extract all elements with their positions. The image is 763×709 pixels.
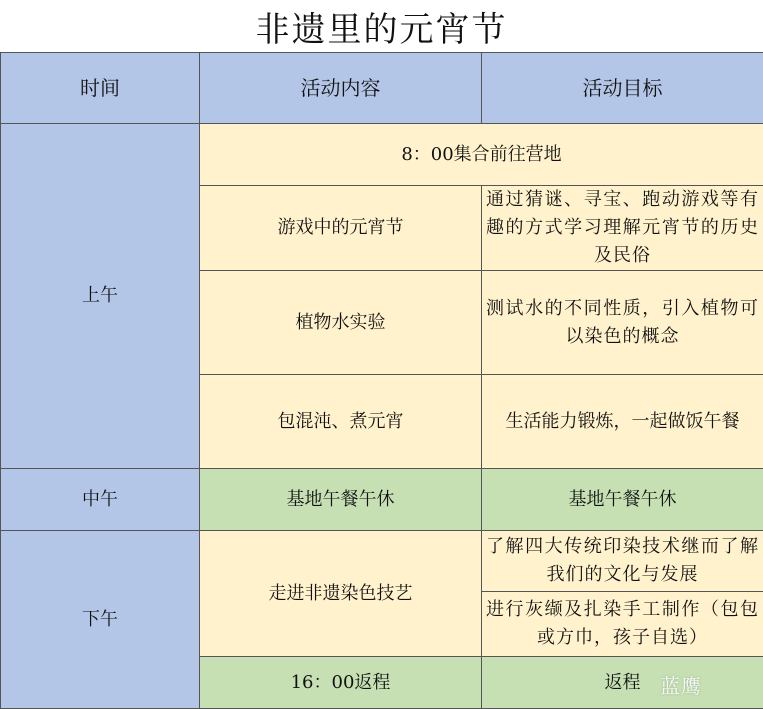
watermark: 蓝鹰 xyxy=(660,670,702,699)
morning-goal-2-text: 测试水的不同性质，引入植物可以染色的概念 xyxy=(486,295,759,351)
morning-gather: 8：00集合前往营地 xyxy=(200,124,763,186)
afternoon-goal-2-text: 进行灰缬及扎染手工制作（包包或方巾，孩子自选） xyxy=(486,596,759,652)
noon-goal: 基地午餐午休 xyxy=(482,469,763,531)
morning-content-3: 包混沌、煮元宵 xyxy=(200,375,482,469)
morning-content-2: 植物水实验 xyxy=(200,271,482,375)
return-goal: 返程 xyxy=(482,657,763,709)
morning-goal-3: 生活能力锻炼，一起做饭午餐 xyxy=(482,375,763,469)
header-goal: 活动目标 xyxy=(482,53,763,124)
morning-goal-1-text: 通过猜谜、寻宝、跑动游戏等有趣的方式学习理解元宵节的历史及民俗 xyxy=(486,186,759,270)
afternoon-content: 走进非遗染色技艺 xyxy=(200,531,482,657)
time-morning: 上午 xyxy=(1,124,200,469)
schedule-table xyxy=(0,52,763,709)
morning-content-1: 游戏中的元宵节 xyxy=(200,186,482,271)
noon-content: 基地午餐午休 xyxy=(200,469,482,531)
header-content: 活动内容 xyxy=(200,53,482,124)
afternoon-goal-2 xyxy=(482,592,763,657)
table-row xyxy=(1,531,763,592)
header-time: 时间 xyxy=(1,53,200,124)
morning-goal-1 xyxy=(482,186,763,271)
return-content: 16：00返程 xyxy=(200,657,482,709)
time-noon: 中午 xyxy=(1,469,200,531)
afternoon-goal-1-text: 了解四大传统印染技术继而了解我们的文化与发展 xyxy=(486,533,759,589)
header-row xyxy=(1,53,763,124)
table-row xyxy=(1,124,763,186)
table-row xyxy=(1,469,763,531)
afternoon-goal-1 xyxy=(482,531,763,592)
morning-goal-2 xyxy=(482,271,763,375)
time-afternoon: 下午 xyxy=(1,531,200,709)
page-title: 非遗里的元宵节 xyxy=(0,0,763,53)
